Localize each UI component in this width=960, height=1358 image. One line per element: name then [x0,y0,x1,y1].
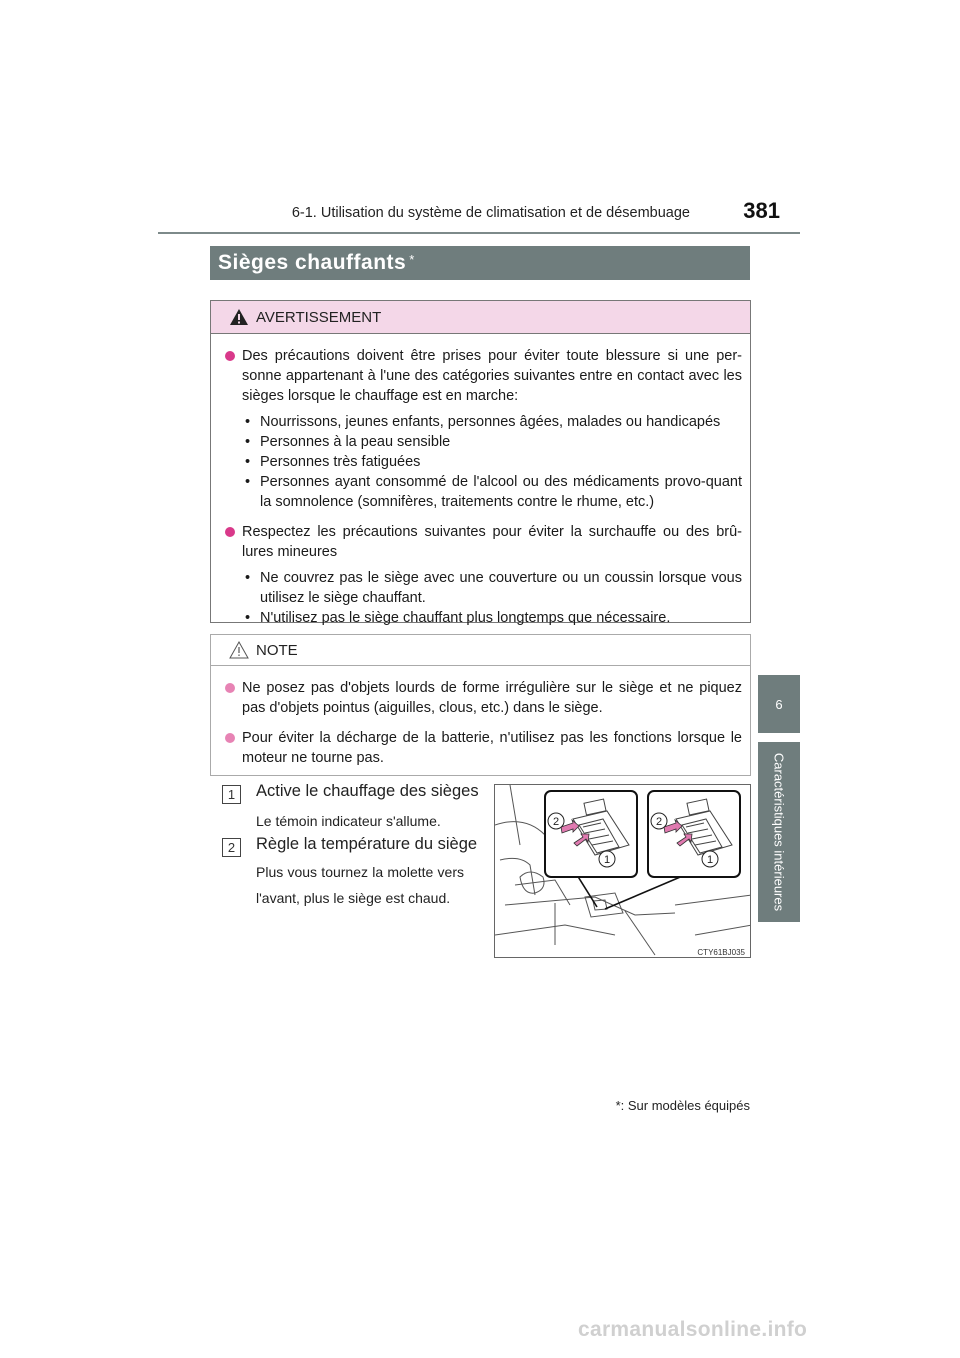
warning-subitem-text: Personnes très fatiguées [260,454,421,470]
warning-subitem: • N'utilisez pas le siège chauffant plus longtemps que nécessaire. [245,610,671,626]
step-description: Le témoin indicateur s'allume. [256,813,441,829]
bullet-dot [225,733,235,743]
warning-subitem: • Nourrissons, jeunes enfants, personnes âgées, malades ou handicapés [245,414,721,430]
note-item-text: Pour éviter la décharge de la batterie, n'utilisez pas les fonctions lorsque le moteur ne tourne pas. [242,730,742,766]
step-number: 2 [222,838,241,857]
warning-item-text: Des précautions doivent être prises pour éviter toute blessure si une per-sonne appartenant à l'une des catégories suivantes entre en contact avec les sièges lorsque le chauffage est en marche: [242,348,742,404]
bullet-dot [225,351,235,361]
note-item [225,728,742,768]
watermark: carmanualsonline.info [578,1318,808,1341]
figure-code: CTY61BJ035 [697,948,745,957]
chapter-tab-number: 6 [758,675,800,733]
note-item-text: Ne posez pas d'objets lourds de forme irrégulière sur le siège et ne piquez pas d'objets pointus (aiguilles, clous, etc.) dans le siège. [242,680,742,716]
note-header [211,635,750,666]
warning-subitem-text: Nourrissons, jeunes enfants, personnes âgées, malades ou handicapés [260,414,721,430]
warning-header [211,301,750,334]
warning-body [211,334,750,628]
seat-heater-illustration [494,784,751,958]
page-title-text: Sièges chauffants [218,251,407,274]
warning-item [225,522,742,562]
bullet-dot [225,683,235,693]
bullet-dot [225,527,235,537]
section-header: 6-1. Utilisation du système de climatisation et de désembuage [291,205,690,221]
warning-subitem-text: N'utilisez pas le siège chauffant plus longtemps que nécessaire. [260,610,671,626]
step-number: 1 [222,785,241,804]
warning-sublist [243,412,742,512]
note-box [210,634,751,776]
note-heading: NOTE [256,641,298,659]
warning-triangle-icon [229,308,249,326]
warning-heading: AVERTISSEMENT [256,308,382,326]
warning-box [210,300,751,626]
page-number: 381 [743,198,780,223]
warning-sublist [243,568,742,628]
note-item [225,678,742,718]
warning-subitem-text: Personnes à la peau sensible [260,434,451,450]
header-divider [158,232,800,234]
console-illustration [495,785,751,958]
warning-item [225,346,742,406]
callout-1-left: 1 [603,854,611,866]
warning-subitem: • Personnes très fatiguées [245,454,421,470]
footnote [560,1098,750,1113]
footnote-asterisk: * [615,1098,621,1113]
chapter-tab [758,742,800,922]
step-description: Plus vous tournez la molette vers l'avant, plus le siège est chaud. [256,864,464,906]
step-title: Active le chauffage des sièges [256,782,479,800]
footnote-text: : Sur modèles équipés [620,1098,750,1113]
warning-subitem-text: Ne couvrez pas le siège avec une couverture ou un coussin lorsque vous utilisez le siège chauffant. [260,570,742,606]
chapter-tab-label: Caractéristiques intérieures [771,752,787,912]
callout-2-left: 2 [552,816,560,828]
callout-2-right: 2 [655,816,663,828]
warning-item-text: Respectez les précautions suivantes pour éviter la surchauffe ou des brû-lures mineures [242,524,742,560]
page-title [210,246,750,280]
note-body [211,666,750,768]
warning-subitem: • Personnes ayant consommé de l'alcool ou des médicaments provo-quant la somnolence (somnifères, traitements contre le rhume, etc.) [245,474,742,510]
step-title: Règle la température du siège [256,835,478,853]
warning-subitem: • Personnes à la peau sensible [245,434,451,450]
caution-triangle-icon [229,641,249,659]
warning-subitem-text: Personnes ayant consommé de l'alcool ou des médicaments provo-quant la somnolence (somnifères, traitements contre le rhume, etc.) [260,474,742,510]
callout-1-right: 1 [706,854,714,866]
title-asterisk: * [409,251,415,267]
warning-subitem: • Ne couvrez pas le siège avec une couverture ou un coussin lorsque vous utilisez le siège chauffant. [245,570,742,606]
